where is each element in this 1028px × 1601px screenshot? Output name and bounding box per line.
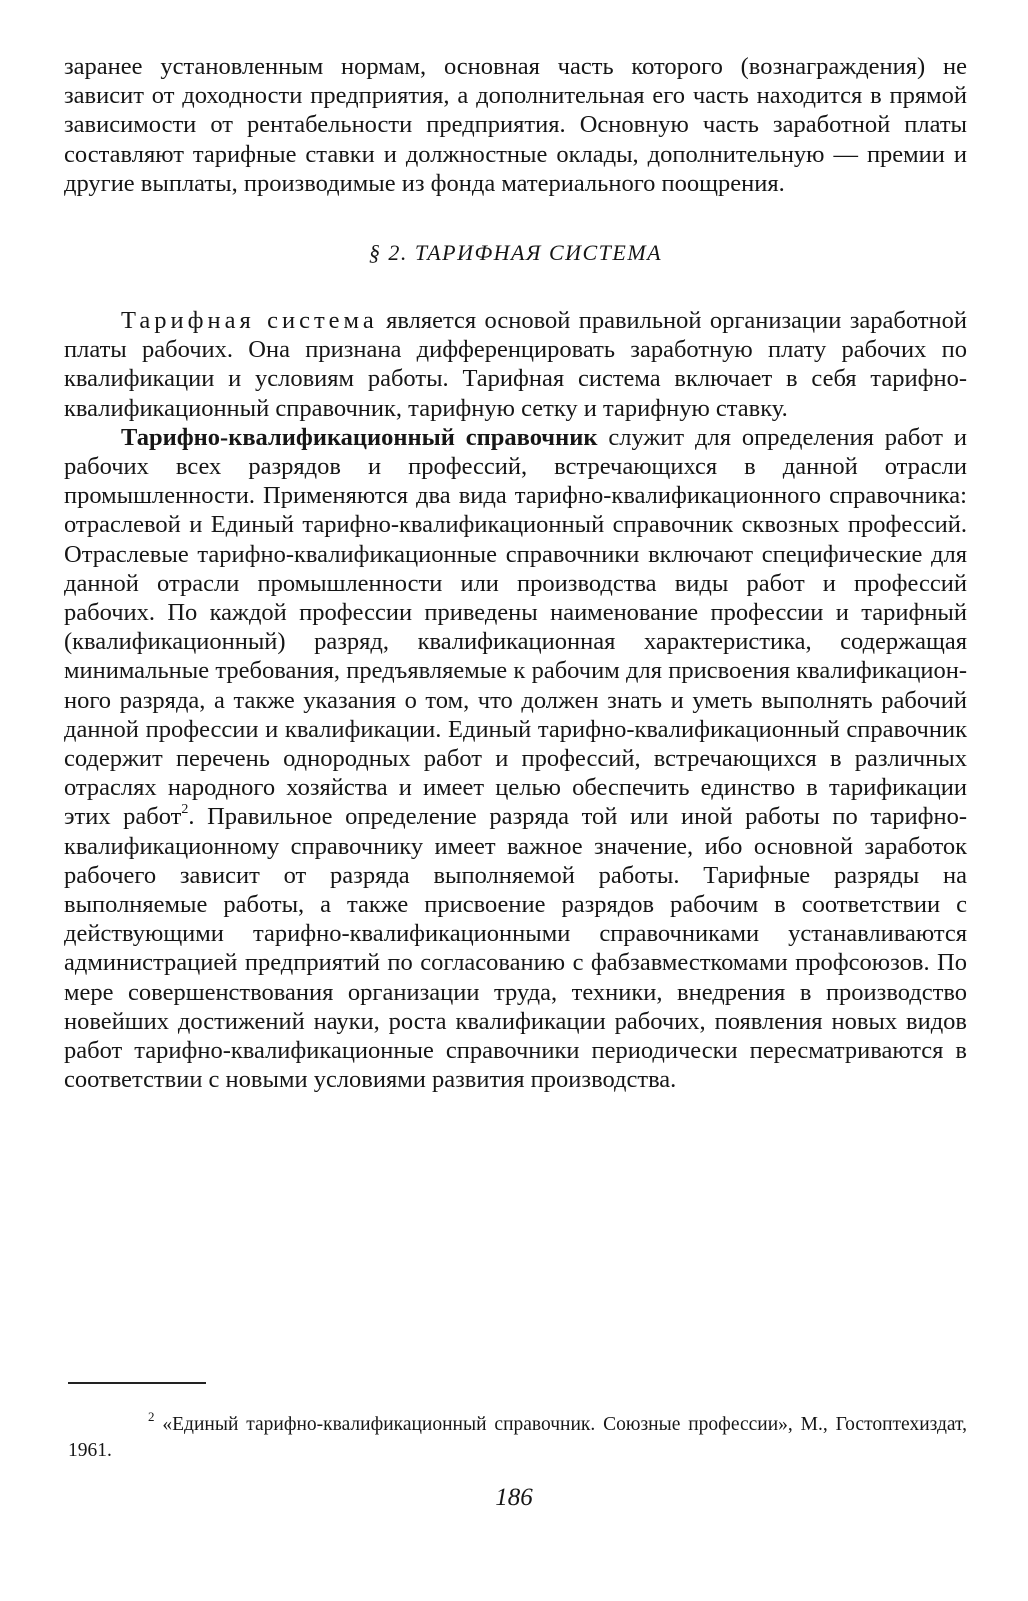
handbook-text-part-1: служит для определения работ и рабочих всех разрядов и профессий, встречающихся в данной отрасли промышленности. Применяются два вида тарифно-квалификационного справочника: отраслевой и Единый тарифно-квалификационный справочник сквозных профессий. Отраслевые тарифно-квалификационные справочники включают специфические для данной отрасли промышленности или производства виды работ и профессий рабочих. По каждой профессии приведены наименование профессии и тарифный (квалификационный) разряд, квалификационная характеристика, содержащая минимальные требования, предъявляемые к рабочим для присвоения квалификационного разряда, а также указания о том, что должен знать и уметь выполнять рабочий данной профессии и квалификации. Единый тарифно-квалификационный справочник содержит перечень однородных работ и профессий, встречающихся в различных отраслях народного хозяйства и имеет целью обеспечить единство в тарификации этих работ [64, 423, 967, 831]
section-heading: § 2. ТАРИФНАЯ СИСТЕМА [368, 240, 663, 266]
footnote [68, 1408, 967, 1464]
handbook-term: Тарифно-квалификационный справочник [121, 423, 598, 451]
handbook-text-part-2: . Правильное определение разряда той или иной работы по тарифно-квалификационному справочнику имеет важное значение, ибо основной заработок рабочего зависит от разряда выполняемой работы. Тарифные разряды на выполняемые работы, а также присвоение разрядов рабочим в соответствии с действующими тарифно-квалификационными справочниками устанавливаются администрацией предприятий по согласованию с фабзавместкомами профсоюзов. По мере совершенствования организации труда, техники, внедрения в производство новейших достижений науки, роста квалификации рабочих, появления новых видов работ тарифно-квалификационные справочники периодически пересматриваются в соответствии с новыми условиями развития производства. [64, 803, 967, 1094]
tariff-system-paragraph [64, 306, 967, 423]
tariff-system-text: является основой правильной организации заработной платы рабочих. Она признана дифференцировать заработную плату рабочих по квалификации и условиям работы. Тарифная система включает в себя тарифно-квалификационный справочник, тарифную сетку и тарифную ставку. [64, 307, 967, 422]
tariff-system-term: Тарифная система [121, 307, 378, 335]
handbook-paragraph [64, 423, 967, 1095]
footnote-reference: 2 [181, 802, 189, 818]
opening-paragraph: заранее установленным нормам, основная часть которого (вознаграждения) не зависит от доходности предприятия, а дополнительная его часть находится в прямой зависимости от рентабельности предприятия. Основную часть заработной платы составляют тарифные ставки и должностные оклады, дополнительную — премии и другие выплаты, производимые из фонда материального поощрения. [64, 53, 967, 197]
page-body [64, 52, 967, 1095]
footnote-text: «Единый тарифно-квалификационный справочник. Союзные профессии», М., Гостоптехиздат, 1961. [68, 1414, 967, 1461]
footnote-marker: 2 [148, 1408, 155, 1424]
page-number: 186 [495, 1484, 533, 1511]
footnote-divider [68, 1382, 206, 1384]
